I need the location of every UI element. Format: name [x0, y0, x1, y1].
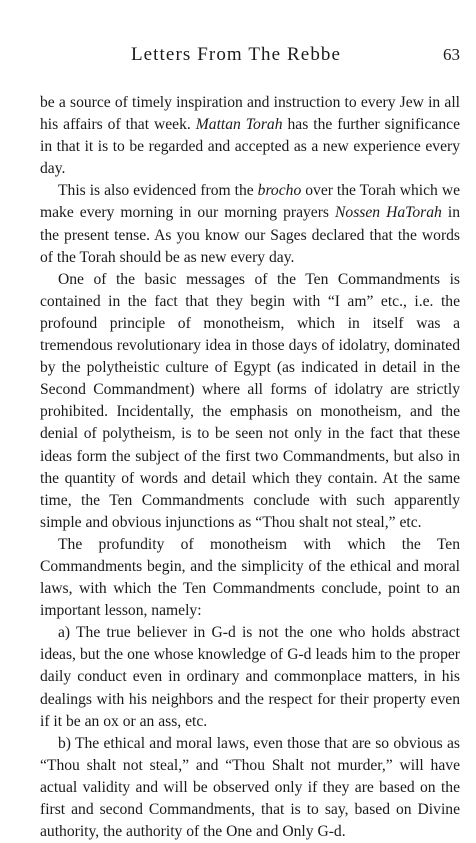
italic-term: brocho [257, 182, 302, 200]
paragraph: b) The ethical and moral laws, even those that are so obvious as “Thou shalt not steal,” and “Thou Shalt not murder,” will have actual validity and will be observed only if they are based on the first and second Commandments, that is to say, based on Divine authority, the authority of the One and Only G-d. [40, 734, 460, 841]
paragraph: One of the basic messages of the Ten Commandments is contained in the fact that they begin with “I am” etc., i.e. the profound principle of monotheism, which in itself was a tremendous revolutionary idea in those days of idolatry, dominated by the polytheistic culture of Egypt (as indicated in detail in the Second Commandment) where all forms of idolatry are strictly prohibited. Incidentally, the emphasis on monotheism, and the denial of polytheism, is to be seen not only in the fact that these ideas form the subject of the first two Commandments, but also in the quantity of words and detail which they contain. At the same time, the Ten Commandments conclude with such apparently simple and obvious injunctions as “Thou shalt not steal,” etc. [40, 270, 460, 531]
paragraph: This is also evidenced from the brocho over the Torah which we make every morning in our morning prayers Nossen HaTorah in the present tense. As you know our Sages declared that the words of the Torah should be as new every day. [40, 182, 461, 266]
italic-term: Mattan Torah [195, 116, 283, 134]
running-head [40, 44, 460, 68]
page-number: 63 [443, 45, 460, 64]
paragraph: a) The true believer in G-d is not the one who holds abstract ideas, but the one whose knowledge of G-d leads him to the proper daily conduct even in ordinary and commonplace matters, in his dealings with his neighbors and the respect for their property even if it be an ox or an ass, etc. [40, 624, 460, 730]
italic-term: Nossen HaTorah [335, 204, 442, 222]
body-text [40, 92, 460, 843]
paragraph: The profundity of monotheism with which the Ten Commandments begin, and the simplicity of the ethical and moral laws, with which the Ten Commandments conclude, point to an important lesson, namely: [40, 535, 460, 620]
running-title: Letters From The Rebbe [130, 44, 342, 65]
paragraph: be a source of timely inspiration and instruction to every Jew in all his affairs of that week. Mattan Torah has the further significance in that it is to be regarded and accepted as a new experience every day. [40, 94, 460, 178]
